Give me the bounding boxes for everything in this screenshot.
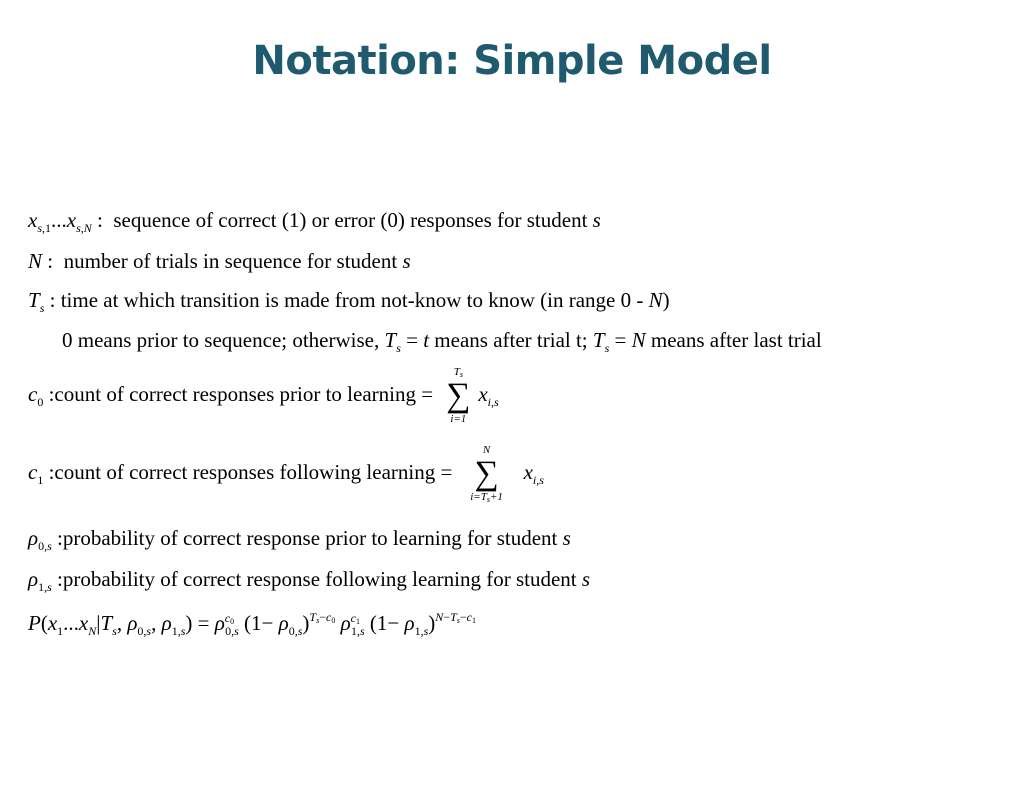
- definition-rho1: probability of correct response following learning for student: [62, 567, 577, 591]
- symbol-n: N: [28, 249, 43, 273]
- notation-rho1: $\rho_{1,s}$ :probability of correct response following learning for student s: [28, 567, 591, 594]
- notation-c0: $c_0$ :count of correct responses prior to learning = $T_s$ ∑ i=1 $x_{i,s}$: [28, 366, 499, 425]
- definition-c1: count of correct responses following learning =: [54, 459, 453, 484]
- notation-rho0: $\rho_{0,s}$ :probability of correct response prior to learning for student s: [28, 526, 571, 553]
- notation-x-sequence: $x_{s,1}...x_{s,N}$ : sequence of correct (1) or error (0) responses for student s: [28, 208, 601, 235]
- definition-ts: time at which transition is made from not-know to know (in range: [60, 288, 616, 312]
- sum-symbol-c1: N ∑ $i=T_s+1$: [470, 444, 503, 504]
- definition-x-sequence: sequence of correct (1) or error (0) responses for student: [113, 208, 588, 232]
- page-title: Notation: Simple Model: [252, 38, 772, 84]
- definition-n: number of trials in sequence for student: [63, 249, 398, 273]
- definition-rho0: probability of correct response prior to learning for student: [62, 526, 558, 550]
- notation-n-trials: N : number of trials in sequence for student s: [28, 249, 411, 273]
- sum-symbol-c0: $T_s$ ∑ i=1: [446, 366, 471, 425]
- notation-c1: $c_1$ :count of correct responses following learning = N ∑ $i=T_s+1$ $x_{i,s}$: [28, 444, 544, 504]
- notation-ts-explanation: 0 means prior to sequence; otherwise, $T_s = t$ means after trial t; $T_s = N$ means after last trial: [62, 328, 822, 355]
- notation-ts: $T_s$ : time at which transition is made from not-know to know (in range 0 - N): [28, 288, 670, 315]
- symbol-x-sequence: $x_{s,1}...x_{s,N}$: [28, 208, 92, 235]
- definition-c0: count of correct responses prior to learning =: [54, 381, 434, 406]
- likelihood-formula: $P(x_1...x_N|T_s$, $\rho_{0,s}$, $\rho_{1,s}) = \rho^{c_0}_{0,s}$ $(1- \rho_{0,s})^{T_s-c_0}$ $\rho^{c_1}_{1,s}$ $(1- \rho_{1,s})^{N-T_s-c_1}$: [28, 610, 476, 638]
- symbol-ts: $T_s$: [28, 288, 45, 315]
